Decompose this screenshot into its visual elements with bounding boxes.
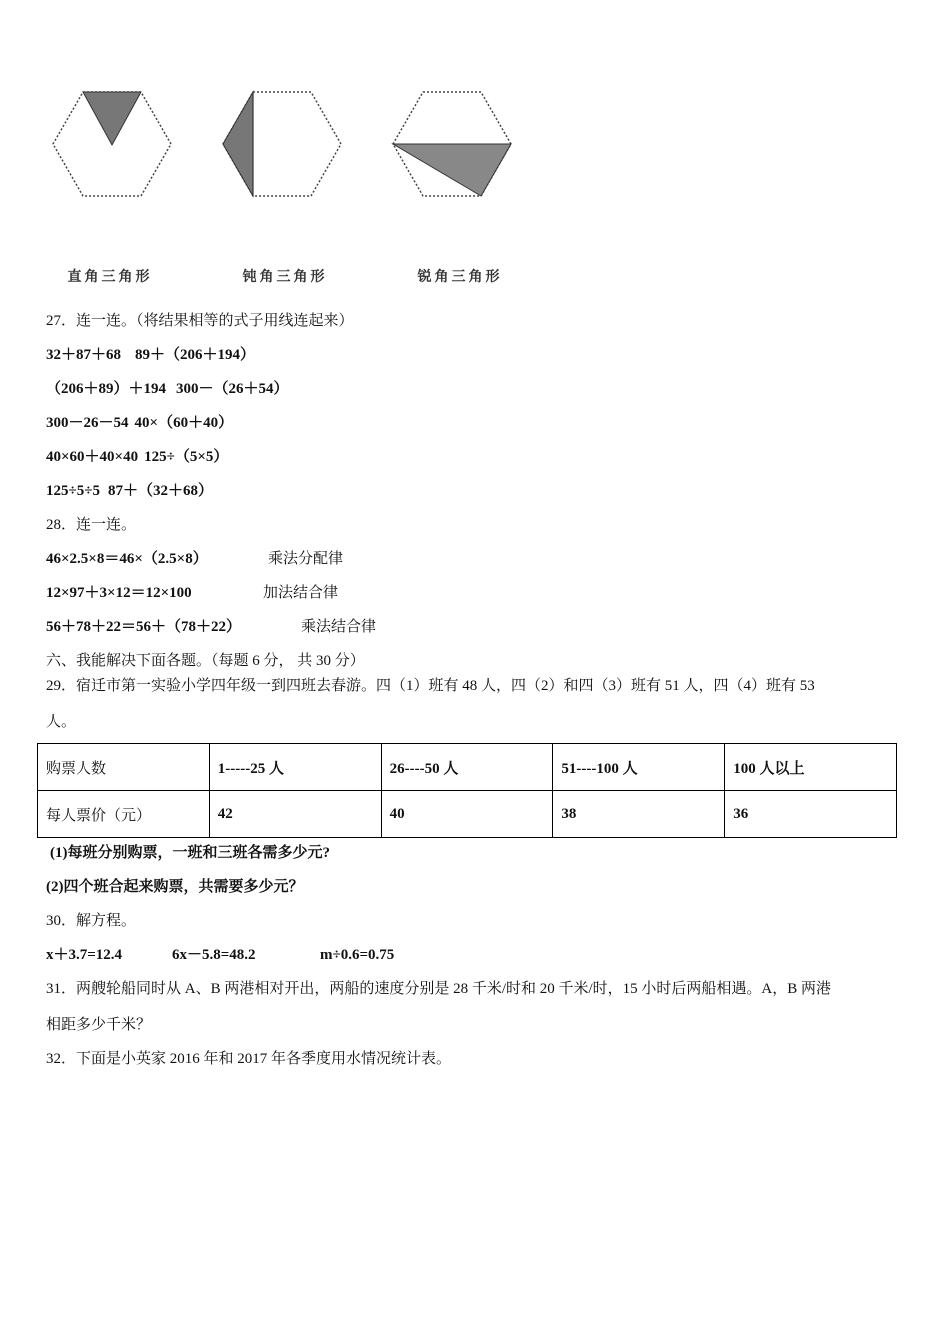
q28-right-law: 乘法结合律	[301, 619, 377, 635]
hexagon-acute-triangle-figure	[390, 90, 514, 200]
table-cell: 42	[209, 791, 381, 838]
q27-right-expression: 87＋（32＋68）	[107, 483, 213, 499]
q27-left-expression: 300－26－54	[46, 415, 129, 431]
ticket-price-table	[37, 743, 897, 838]
q28-left-expression: 12×97＋3×12＝12×100	[46, 585, 192, 601]
figure-caption-acute: 锐角三角形	[417, 269, 503, 285]
table-cell: 38	[553, 791, 725, 838]
q27-right-expression: 40×（60＋40）	[134, 415, 234, 431]
q30-equation-3: m÷0.6=0.75	[320, 947, 395, 963]
q28-left-expression: 56＋78＋22＝56＋（78＋22）	[46, 619, 242, 635]
figure-caption-right: 直角三角形	[67, 269, 153, 285]
hexagon-right-triangle-figure	[50, 90, 174, 200]
q31-text-continued: 相距多少千米？	[46, 1017, 152, 1033]
table-row	[38, 791, 897, 838]
table-cell: 40	[381, 791, 553, 838]
q27-left-expression: 40×60＋40×40	[46, 449, 139, 465]
q27-row	[46, 345, 255, 365]
q27-right-expression: 300－（26＋54）	[176, 381, 289, 397]
section-6-title: 六、我能解决下面各题。（每题 6 分， 共 30 分）	[46, 653, 365, 669]
q27-left-expression: 125÷5÷5	[46, 483, 100, 499]
q27-row	[46, 413, 233, 433]
q27-left-expression: 32＋87＋68	[46, 347, 122, 363]
q29-subquestion-1: (1)每班分别购票，一班和三班各需多少元?	[50, 845, 330, 861]
table-cell: 1-----25 人	[209, 744, 381, 791]
q27-right-expression: 125÷（5×5）	[144, 449, 229, 465]
q31-text: 31．两艘轮船同时从 A、B 两港相对开出，两船的速度分别是 28 千米/时和 20 千米/时，15 小时后两船相遇。A，B 两港	[46, 981, 832, 997]
q30-equation-2: 6x－5.8=48.2	[172, 947, 256, 963]
figure-caption-obtuse: 钝角三角形	[242, 269, 328, 285]
q30-equation-1: x＋3.7=12.4	[46, 947, 123, 963]
hexagon-figures	[40, 90, 540, 300]
q28-right-law: 乘法分配律	[268, 551, 344, 567]
table-row	[38, 744, 897, 791]
q30-title: 30．解方程。	[46, 913, 137, 929]
q29-text: 29．宿迁市第一实验小学四年级一到四班去春游。四（1）班有 48 人，四（2）和四（3）班有 51 人，四（4）班有 53	[46, 678, 815, 694]
q27-row	[46, 379, 289, 399]
q32-text: 32．下面是小英家 2016 年和 2017 年各季度用水情况统计表。	[46, 1051, 452, 1067]
table-cell: 51----100 人	[553, 744, 725, 791]
q27-row	[46, 447, 228, 467]
table-cell: 36	[725, 791, 897, 838]
table-cell: 每人票价（元）	[38, 791, 210, 838]
q27-title: 27．连一连。（将结果相等的式子用线连起来）	[46, 313, 354, 329]
q27-row	[46, 481, 213, 501]
table-cell: 26----50 人	[381, 744, 553, 791]
hexagon-obtuse-triangle-figure	[220, 90, 344, 200]
table-cell: 100 人以上	[725, 744, 897, 791]
q28-right-law: 加法结合律	[263, 585, 339, 601]
q28-left-expression: 46×2.5×8＝46×（2.5×8）	[46, 551, 208, 567]
q29-text-continued: 人。	[46, 714, 77, 730]
q29-subquestion-2: (2)四个班合起来购票，共需要多少元？	[46, 879, 304, 895]
table-cell: 购票人数	[38, 744, 210, 791]
q28-title: 28．连一连。	[46, 517, 137, 533]
q27-left-expression: （206＋89）＋194	[46, 381, 167, 397]
q27-right-expression: 89＋（206＋194）	[135, 347, 256, 363]
